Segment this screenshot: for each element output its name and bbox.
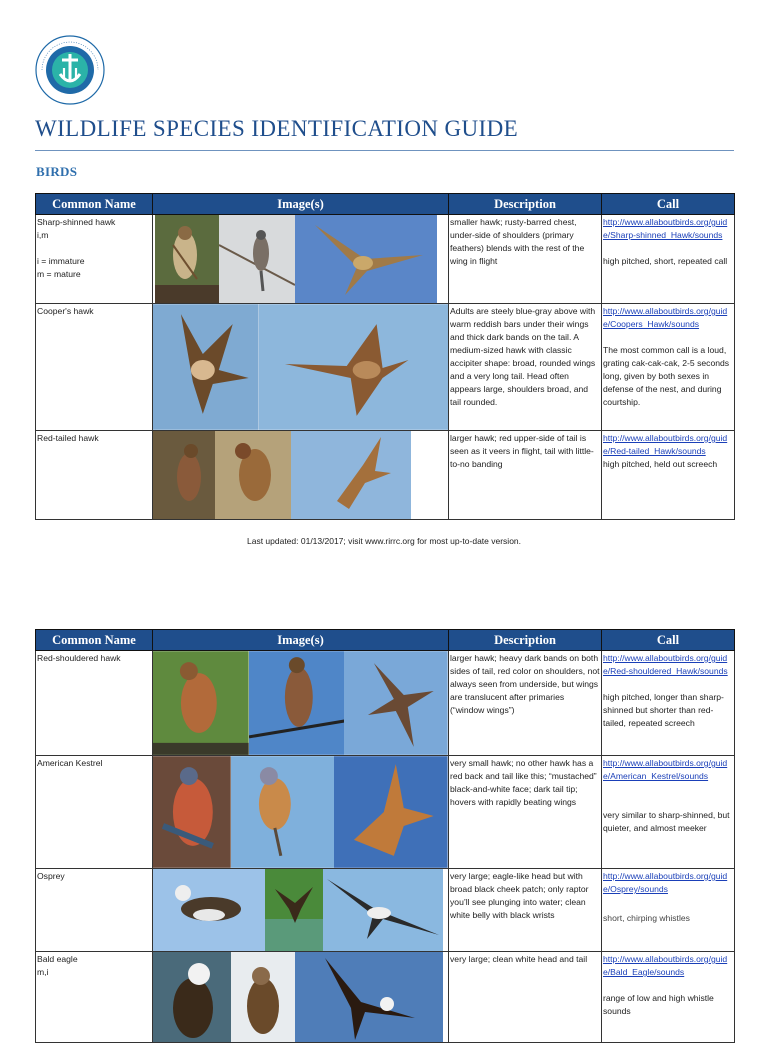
bird-photo	[249, 651, 345, 755]
species-description: very large; eagle-like head but with broad black cheek patch; only raptor you’ll see plunging into water; clean white belly with black wrists	[449, 869, 602, 952]
bird-photo	[153, 756, 231, 868]
bird-photo	[231, 952, 295, 1042]
species-images	[153, 431, 449, 520]
species-name: Bald eagle	[37, 954, 78, 964]
rirrc-logo	[34, 34, 106, 106]
bird-photo	[153, 431, 215, 519]
species-name-cell	[36, 651, 153, 756]
species-description: very small hawk; no other hawk has a red back and tail like this; “mustached” black-and-white face; dark tail tip; hovers with rapidly beating wings	[449, 756, 602, 869]
call-description: high pitched, longer than sharp-shinned but shorter than red-tailed, repeated screech	[603, 692, 724, 728]
species-name-cell	[36, 756, 153, 869]
bird-photo	[153, 869, 265, 951]
species-table-2	[35, 629, 735, 1043]
species-call-cell	[602, 952, 735, 1043]
bird-photo	[153, 952, 231, 1042]
bird-photo	[334, 756, 448, 868]
bird-photo	[295, 952, 443, 1042]
bird-photo	[219, 215, 295, 303]
col-common-name: Common Name	[36, 194, 153, 215]
species-description: larger hawk; red upper-side of tail is seen as it veers in flight, tail with little-to-no banding	[449, 431, 602, 520]
table-header-row	[36, 630, 735, 651]
species-description: Adults are steely blue-gray above with warm reddish bars under their wings and thick dark bands on the tail. A medium-sized hawk with classic accipiter shape: broad, rounded wings and a very long tail. Head often appears large, shoulders broad, and tail rounded.	[449, 304, 602, 431]
species-name: Osprey	[37, 871, 65, 881]
table-row	[36, 869, 735, 952]
species-name: Cooper's hawk	[37, 306, 94, 316]
call-description: The most common call is a loud, grating cak-cak-cak, 2-5 seconds long, given by both sexes in defense of the nest, and during courtship.	[603, 345, 730, 407]
species-name: American Kestrel	[37, 758, 103, 768]
species-call-cell	[602, 304, 735, 431]
bird-photo	[153, 651, 249, 755]
species-name-cell	[36, 869, 153, 952]
page-title: WILDLIFE SPECIES IDENTIFICATION GUIDE	[35, 116, 519, 141]
species-description: larger hawk; heavy dark bands on both sides of tail, red color on shoulders, not always seen from underside, but wings are translucent after primaries (“window wings”)	[449, 651, 602, 756]
species-images	[153, 869, 449, 952]
call-description: range of low and high whistle sounds	[603, 993, 714, 1016]
sounds-link[interactable]: http://www.allaboutbirds.org/guide/American_Kestrel/sounds	[603, 758, 728, 781]
sounds-link[interactable]: http://www.allaboutbirds.org/guide/Coopers_Hawk/sounds	[603, 306, 728, 329]
species-name: Red-tailed hawk	[37, 433, 99, 443]
bird-photo	[155, 215, 219, 303]
bird-photo	[265, 869, 323, 951]
bird-photo	[153, 304, 259, 430]
bird-photo	[215, 431, 291, 519]
species-description: very large; clean white head and tail	[449, 952, 602, 1043]
bird-photo	[323, 869, 443, 951]
species-call-cell	[602, 651, 735, 756]
species-images	[153, 952, 449, 1043]
species-table-1	[35, 193, 735, 520]
species-name: Sharp-shinned hawk	[37, 217, 116, 227]
call-description: high pitched, short, repeated call	[603, 256, 728, 266]
bird-photo	[231, 756, 335, 868]
table-row	[36, 651, 735, 756]
sounds-link[interactable]: http://www.allaboutbirds.org/guide/Osprey/sounds	[603, 871, 728, 894]
col-description: Description	[449, 630, 602, 651]
col-images: Image(s)	[153, 630, 449, 651]
species-name-cell	[36, 304, 153, 431]
sounds-link[interactable]: http://www.allaboutbirds.org/guide/Bald_Eagle/sounds	[603, 954, 728, 977]
species-call-cell	[602, 215, 735, 304]
species-images	[153, 215, 449, 304]
species-name-cell	[36, 431, 153, 520]
sounds-link[interactable]: http://www.allaboutbirds.org/guide/Red-tailed_Hawk/sounds	[603, 433, 728, 456]
col-description: Description	[449, 194, 602, 215]
bird-photo	[291, 431, 411, 519]
species-call-cell	[602, 431, 735, 520]
bird-photo	[295, 215, 437, 303]
section-heading: BIRDS	[36, 164, 78, 179]
table-row	[36, 304, 735, 431]
call-description: high pitched, held out screech	[603, 459, 718, 469]
sounds-link[interactable]: http://www.allaboutbirds.org/guide/Sharp-shinned_Hawk/sounds	[603, 217, 728, 240]
species-images	[153, 651, 449, 756]
species-description: smaller hawk; rusty-barred chest, under-side of shoulders (primary feathers) blends with the rest of the wing in flight	[449, 215, 602, 304]
col-call: Call	[602, 630, 735, 651]
species-call-cell	[602, 869, 735, 952]
species-name-cell: Bald eagle m,i	[36, 952, 153, 1043]
species-name-cell: Sharp-shinned hawk i,m i = immature m = mature	[36, 215, 153, 304]
title-rule	[35, 150, 734, 151]
species-call-cell	[602, 756, 735, 869]
call-description: very similar to sharp-shinned, but quieter, and almost meeker	[603, 810, 730, 833]
bird-photo	[344, 651, 448, 755]
col-images: Image(s)	[153, 194, 449, 215]
table-row	[36, 756, 735, 869]
table-row	[36, 952, 735, 1043]
species-images	[153, 756, 449, 869]
table-row	[36, 431, 735, 520]
species-name: Red-shouldered hawk	[37, 653, 121, 663]
col-call: Call	[602, 194, 735, 215]
sounds-link[interactable]: http://www.allaboutbirds.org/guide/Red-shouldered_Hawk/sounds	[603, 653, 728, 676]
table-header-row	[36, 194, 735, 215]
bird-photo	[259, 304, 448, 430]
call-description: short, chirping whistles	[603, 913, 690, 923]
species-images	[153, 304, 449, 431]
table-row	[36, 215, 735, 304]
last-updated-note: Last updated: 01/13/2017; visit www.rirrc.org for most up-to-date version.	[246, 536, 522, 546]
col-common-name: Common Name	[36, 630, 153, 651]
